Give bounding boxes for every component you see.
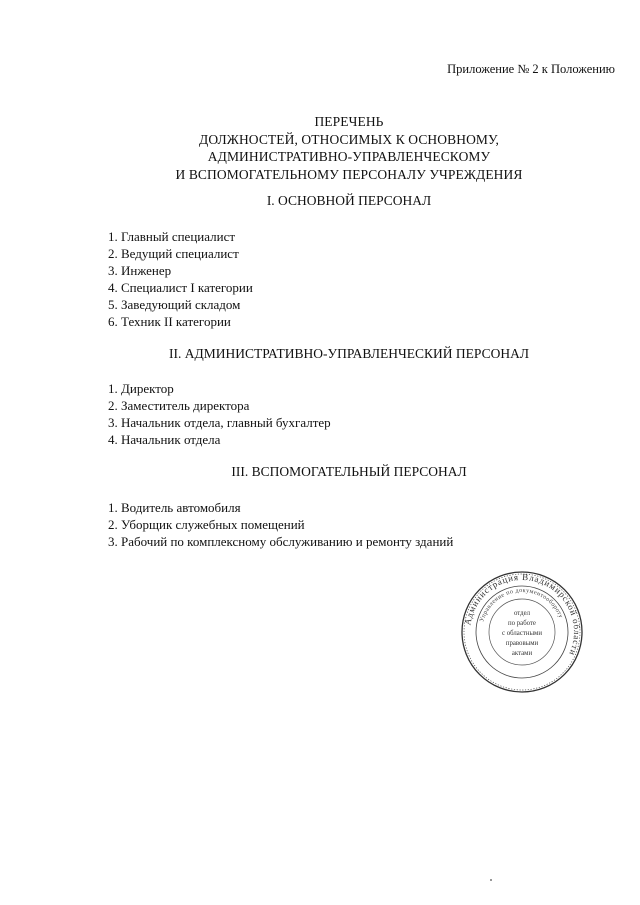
section-heading-admin: II. АДМИНИСТРАТИВНО-УПРАВЛЕНЧЕСКИЙ ПЕРСОНАЛ	[169, 346, 529, 361]
document-title	[0, 113, 640, 183]
seal-center-text	[502, 610, 542, 657]
list-item: 3. Рабочий по комплексному обслуживанию и ремонту зданий	[108, 534, 454, 549]
list-support-staff	[108, 499, 453, 550]
svg-text:правовыми: правовыми	[505, 640, 539, 647]
list-item: 2. Заместитель директора	[108, 398, 250, 413]
svg-text:с областными: с областными	[502, 630, 542, 637]
seal-inner-text: Управление по документообороту	[478, 586, 565, 623]
title-line: ПЕРЕЧЕНЬ	[314, 114, 384, 129]
list-admin-staff	[108, 380, 331, 448]
title-line: И ВСПОМОГАТЕЛЬНОМУ ПЕРСОНАЛУ УЧРЕЖДЕНИЯ	[175, 166, 523, 182]
list-main-staff	[108, 228, 253, 330]
list-item: 2. Ведущий специалист	[108, 246, 239, 261]
title-line: ДОЛЖНОСТЕЙ, ОТНОСИМЫХ К ОСНОВНОМУ,	[199, 131, 499, 147]
title-line: АДМИНИСТРАТИВНО-УПРАВЛЕНЧЕСКОМУ	[207, 149, 491, 164]
list-item: 5. Заведующий складом	[108, 297, 241, 312]
section-heading-support: III. ВСПОМОГАТЕЛЬНЫЙ ПЕРСОНАЛ	[231, 464, 467, 479]
svg-text:по работе: по работе	[508, 620, 536, 627]
list-item: 3. Начальник отдела, главный бухгалтер	[108, 415, 331, 430]
list-item: 4. Начальник отдела	[108, 432, 221, 447]
list-item: 6. Техник II категории	[108, 314, 231, 329]
list-item: 1. Директор	[108, 381, 174, 396]
svg-text:отдел: отдел	[513, 610, 531, 617]
list-item: 1. Главный специалист	[108, 229, 236, 244]
list-item: 1. Водитель автомобиля	[108, 500, 241, 515]
list-item: 4. Специалист I категории	[108, 280, 253, 295]
svg-text:актами: актами	[511, 650, 533, 657]
section-heading-main: I. ОСНОВНОЙ ПЕРСОНАЛ	[266, 193, 432, 208]
appendix-label: Приложение № 2 к Положению	[447, 62, 615, 76]
scan-speck	[490, 879, 492, 881]
seal-outer-text: Администрация Владимирской области	[462, 571, 583, 658]
official-seal-stamp	[460, 570, 584, 694]
list-item: 3. Инженер	[108, 263, 172, 278]
list-item: 2. Уборщик служебных помещений	[108, 517, 305, 532]
